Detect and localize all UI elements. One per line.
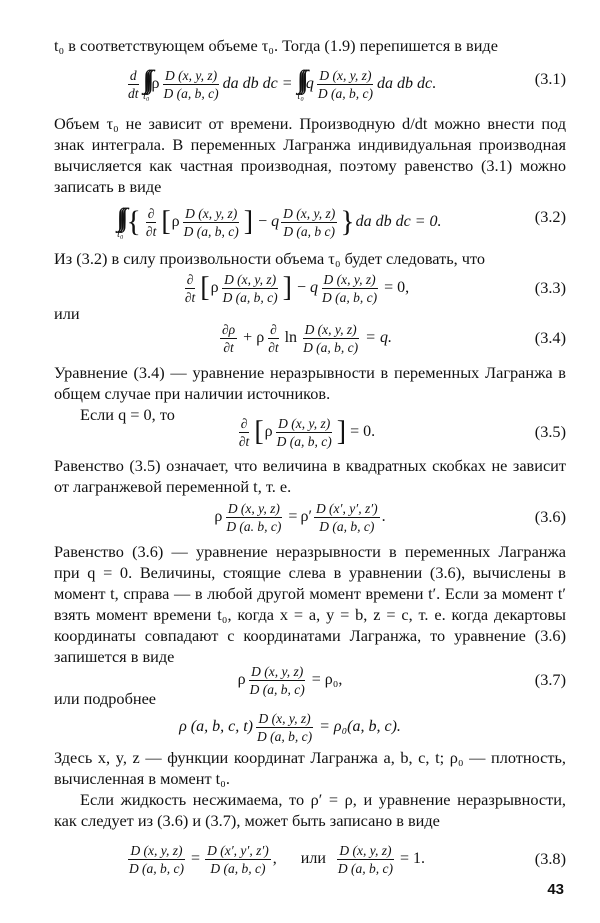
jacobian-fraction: $\frac{D (x, y, z)}{D (a, b, c)}$ (222, 271, 278, 305)
rho-symbol: ρ (171, 213, 180, 230)
equals-rho0: = ρ₀, (311, 671, 343, 688)
jacobian-fraction: $\frac{D (x, y, z)}{\text{D (a, b c)}}$ (283, 205, 336, 239)
jacobian-fraction: $\frac{D (x, y, z)}{D (a, b, c)}$ (249, 663, 305, 697)
or-connector: , или (272, 850, 334, 867)
differentials: da db dc (376, 75, 433, 92)
paragraph-volume: Объем τ₀ не зависит от времени. Производную d/dt можно внести под знак интеграла. В переменных Лагранжа индивидуальная производная вычисляется как частная производная, поэтому равенство (3.1) можно записать в виде (54, 114, 566, 196)
equation-number: (3.2) (534, 207, 566, 226)
period: . (381, 508, 386, 525)
equation-number: (3.8) (534, 849, 566, 868)
density-function: ρ (a, b, c, t) (179, 718, 253, 735)
jacobian-fraction: $\frac{D (x, y, z)}{D (a, b, c)}$ (256, 710, 313, 744)
paragraph-brackets: Равенство (3.5) означает, что величина в квадратных скобках не зависит от лагранжевой переменной t, т. е. (54, 456, 566, 496)
jacobian-fraction: $\frac{D (x, y, z)}{D (a, b, c)}$ (322, 271, 378, 305)
equation-number: (3.4) (534, 328, 566, 347)
paragraph-arbitrary: Из (3.2) в силу произвольности объема τ₀ будет следовать, что (54, 249, 486, 268)
jacobian-fraction: $\frac{D (x, y, z)}{D (a, b, c)}$ (276, 415, 332, 449)
right-bracket: ] (336, 416, 347, 447)
equals-q: = q. (365, 329, 392, 346)
partial-derivative: $\frac{\partial}{\partial t}$ (268, 321, 279, 355)
equals-zero: = 0, (384, 279, 410, 296)
left-bracket: [ (161, 206, 171, 237)
jacobian-fraction: $\frac{D (x, y, z)}{D (a, b, c)}$ (183, 205, 239, 239)
left-brace: { (126, 205, 141, 238)
total-derivative: $\frac{d}{dt}$ (127, 67, 139, 101)
partial-derivative: $\frac{\partial}{\partial t}$ (184, 271, 196, 305)
equation-number: (3.6) (534, 507, 566, 526)
paragraph-incompressible: Если жидкость несжимаема, то ρ′ = ρ, и уравнение неразрывности, как следует из (3.6) и (3.7), может быть записано в виде (54, 790, 566, 830)
minus-sign: − (297, 279, 307, 296)
source-symbol: q (305, 75, 314, 92)
equation-3-6 (54, 497, 566, 537)
jacobian-fraction: $\frac{D (x, y, z)}{D (a, b, c)}$ (303, 321, 359, 355)
jacobian-fraction: $\frac{D (x, y, z)}{D (a. b, c)}$ (226, 500, 282, 534)
rho-symbol: ρ (264, 423, 273, 440)
left-bracket: [ (254, 416, 264, 447)
jacobian-fraction-prime: $\frac{D (x', y', z')}{D (a, b, c)}$ (207, 842, 269, 876)
minus-sign: − (258, 213, 268, 230)
paragraph-if-q-zero: Если q = 0, то (80, 405, 175, 424)
left-bracket: [ (200, 272, 210, 303)
jacobian-fraction: $\frac{D (x, y, z)}{D (a, b, c)}$ (128, 842, 185, 876)
paragraph-lagrange: Равенство (3.6) — уравнение неразрывности в переменных Лагранжа при q = 0. Величины, стоящие слева в уравнении (3.6), вычислены в момент t, справа — в любой другой момент времени t′. Если за момент t′ взять момент времени t₀, когда x = a, y = b, z = c, т. е. когда декартовы координаты совпадают с координатами Лагранжа, то уравнение (3.6) запишется в виде (54, 542, 566, 666)
log-function: ln (284, 329, 298, 346)
right-brace: } (340, 205, 355, 238)
equation-3-4 (54, 318, 566, 358)
paragraph-more-detail: или подробнее (54, 689, 157, 708)
equation-number: (3.3) (534, 278, 566, 297)
jacobian-fraction: $\frac{D (x, y, z)}{D (a, b, c)}$ (163, 67, 219, 101)
equation-number: (3.5) (534, 422, 566, 441)
source-symbol: q (310, 279, 319, 296)
rho-prime-symbol: ρ′ (300, 508, 312, 525)
equals-sign: = (191, 850, 201, 867)
rho-symbol: ρ (210, 279, 219, 296)
jacobian-fraction: $\frac{D (x, y, z)}{D (a, b, c)}$ (317, 67, 373, 101)
equation-3-5 (54, 412, 566, 452)
source-symbol: q (271, 213, 280, 230)
rho-symbol: ρ (256, 329, 265, 346)
differentials: da db dc (222, 75, 278, 92)
equals-rho0-function: = ρ₀(a, b, c). (319, 718, 401, 735)
page-number: 43 (547, 881, 564, 898)
equals-sign: = (288, 508, 298, 525)
triple-integral: ∫∫∫ τ₀ (116, 203, 124, 240)
triple-integral: ∫∫∫ τ₀ (142, 65, 150, 102)
differentials-zero: da db dc = 0. (355, 213, 442, 230)
equation-3-8 (54, 839, 566, 879)
equals-zero: = 0. (350, 423, 376, 440)
rho-symbol: ρ (151, 75, 160, 92)
equation-number: (3.7) (534, 670, 566, 689)
right-bracket: ] (282, 272, 292, 303)
equals-sign: = (282, 75, 292, 92)
equation-number: (3.1) (534, 69, 566, 88)
rho-symbol: ρ (237, 671, 246, 688)
equation-3-2 (54, 196, 566, 248)
jacobian-fraction-prime: $\frac{D (x', y', z')}{D (a, b, c)}$ (315, 500, 378, 534)
partial-derivative: $\frac{\partial}{\partial t}$ (145, 205, 157, 239)
plus-sign: + (243, 329, 253, 346)
equals-one: = 1. (400, 850, 426, 867)
partial-derivative: $\frac{\partial}{\partial t}$ (238, 415, 250, 449)
paragraph-continuity: Уравнение (3.4) — уравнение неразрывности в переменных Лагранжа в общем случае при наличии источников. (54, 363, 566, 403)
equation-3-1: $\frac{d}{dt}$ ∫∫∫ τ₀ ρ $\frac{D (x, y, z)}{D (a, b, c)}$ da db dc = ∫∫∫ τ₀ q $\frac{D (x, y, z)}{D (a, b, c)}$ da db dc . (127, 65, 437, 102)
paragraph-here: Здесь x, y, z — функции координат Лагранжа a, b, c, t; ρ₀ — плотность, вычисленная в момент t₀. (54, 748, 566, 788)
density-derivative: $\frac{\partial\rho}{\partial t}$ (222, 321, 236, 355)
paragraph-intro: t₀ в соответствующем объеме τ₀. Тогда (1.9) перепишется в виде (54, 36, 498, 55)
equation-3-7-expanded (54, 707, 566, 747)
triple-integral: ∫∫∫ τ₀ (296, 65, 304, 102)
rho-symbol: ρ (214, 508, 223, 525)
right-bracket: ] (243, 206, 254, 237)
paragraph-or: или (54, 304, 80, 323)
jacobian-fraction: $\frac{D (x, y, z)}{D (a, b, c)}$ (337, 842, 394, 876)
equation-3-3 (54, 268, 566, 308)
